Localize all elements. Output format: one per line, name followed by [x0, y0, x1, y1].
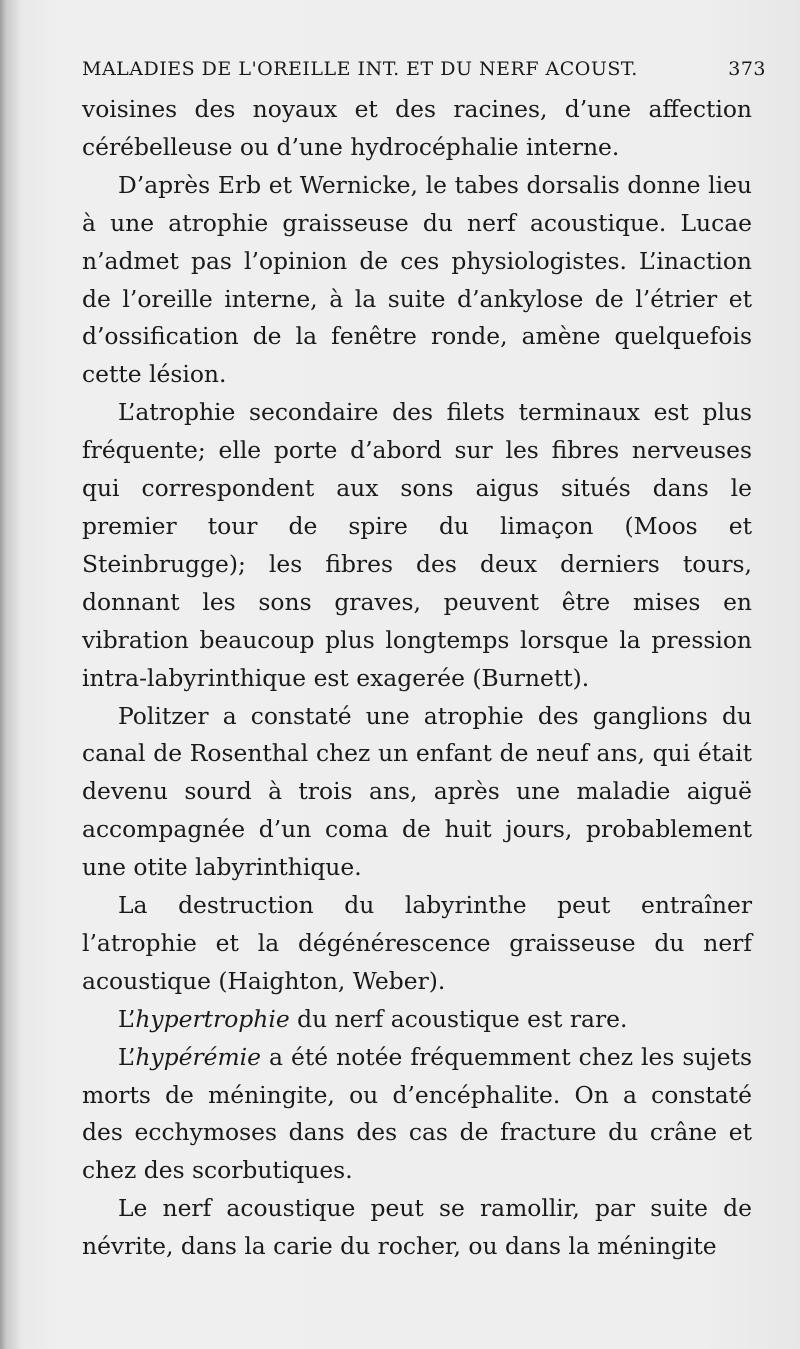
italic-term: hypérémie [135, 1042, 261, 1071]
paragraph-rest: a été notée fréquemment chez les sujets morts de méningite, ou d’encéphalite. On a constaté des ecchymoses dans des cas de fracture du crâne et chez des scorbutiques. [82, 1042, 752, 1185]
italic-term: hypertrophie [135, 1004, 290, 1033]
paragraph [82, 1039, 752, 1191]
paragraph: La destruction du labyrinthe peut entraîner l’atrophie et la dégénérescence graisseuse du nerf acoustique (Haighton, Weber). [82, 891, 752, 995]
paragraph-prefix: L’ [118, 1042, 136, 1071]
paragraph: L’atrophie secondaire des filets terminaux est plus fréquente; elle porte d’abord sur les fibres nerveuses qui correspondent aux sons aigus situés dans le premier tour de spire du limaçon (Moos et Steinbrugge); les fibres des deux derniers tours, donnant les sons graves, peuvent être mises en vibration beaucoup plus longtemps lorsque la pression intra-labyrinthique est exagerée (Burnett). [82, 398, 752, 692]
paragraph: Politzer a constaté une atrophie des ganglions du canal de Rosenthal chez un enfant de neuf ans, qui était devenu sourd à trois ans, après une maladie aiguë accompagnée d’un coma de huit jours, probablement une otite labyrinthique. [82, 701, 752, 882]
paragraph: Le nerf acoustique peut se ramollir, par suite de névrite, dans la carie du rocher, ou dans la méningite [82, 1194, 752, 1261]
page-number: 373 [728, 58, 766, 80]
paragraph: D’après Erb et Wernicke, le tabes dorsalis donne lieu à une atrophie graisseuse du nerf acoustique. Lucae n’admet pas l’opinion de ces physiologistes. L’inaction de l’oreille interne, à la suite d’ankylose de l’étrier et d’ossification de la fenêtre ronde, amène quelquefois cette lésion. [82, 170, 752, 389]
paragraph-rest: du nerf acoustique est rare. [289, 1004, 628, 1033]
paragraph-prefix: L’ [118, 1004, 136, 1033]
paragraph [82, 1001, 752, 1039]
running-header [82, 58, 766, 80]
running-title: MALADIES DE L'OREILLE INT. ET DU NERF ACOUST. [82, 58, 638, 80]
paragraph: voisines des noyaux et des racines, d’une affection cérébelleuse ou d’une hydrocéphalie interne. [82, 95, 752, 161]
body-text [82, 91, 752, 1266]
